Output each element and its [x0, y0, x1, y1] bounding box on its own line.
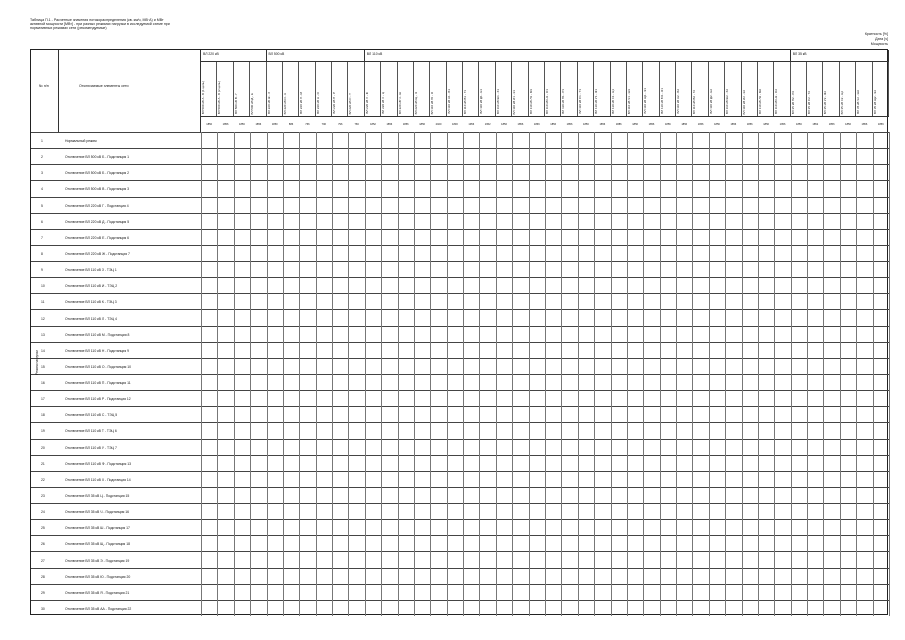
- table-row: [31, 455, 889, 471]
- column-header-label: ВЛ 110 кВ А2 - Б2: [676, 89, 681, 114]
- column-group: [201, 50, 267, 62]
- row-number: 14: [41, 348, 45, 353]
- row-name: Отключение ВЛ 35 кВ Ц - Подстанция 15: [65, 493, 130, 498]
- row-number: 18: [41, 413, 45, 418]
- column-code: 766: [305, 123, 310, 126]
- column-code: 1856: [239, 123, 245, 126]
- column-code: 1856: [501, 123, 507, 126]
- column-header: [807, 62, 823, 116]
- row-name: Отключение ВЛ 500 кВ Б - Подстанция 2: [65, 171, 130, 176]
- row-name: Отключение ВЛ 220 кВ Е - Подстанция 6: [65, 235, 130, 240]
- row-name: Отключение ВЛ 110 кВ Л - ТЭЦ 4: [65, 316, 117, 321]
- grid-line: [742, 132, 743, 616]
- column-header: [299, 62, 315, 116]
- grid-line: [365, 132, 366, 616]
- column-header-label: ВЛ 220 кВ Х - Ц: [381, 92, 386, 114]
- column-group-label: ВЛ 35 кВ: [792, 52, 807, 56]
- column-header-label: ВЛ 110 кВ Ж1 - З1: [495, 88, 500, 114]
- column-header: [578, 62, 594, 116]
- column-header: [774, 62, 790, 116]
- column-header: [643, 62, 659, 116]
- row-number: 15: [41, 364, 45, 369]
- table-row: [31, 213, 889, 229]
- column-code: 796: [321, 123, 326, 126]
- grid-line: [430, 132, 431, 616]
- column-header-label: ВЛ 110 кВ А1 - Б1: [446, 89, 451, 114]
- column-code: 1856: [386, 123, 393, 126]
- row-number: 9: [41, 268, 43, 273]
- column-header-label: ВЛ 220 кВ Ж - З: [266, 91, 271, 114]
- row-name: Отключение ВЛ 110 кВ Т - ТЭЦ 6: [65, 429, 117, 434]
- column-header-label: ВЛ 220 кВ Ч - Ш: [397, 91, 402, 114]
- grid-line: [611, 132, 612, 616]
- grid-line: [234, 132, 235, 616]
- column-header: [332, 62, 348, 116]
- row-name: Отключение ВЛ 110 кВ С - ТЭЦ 5: [65, 413, 118, 418]
- row-name: Отключение ВЛ 110 кВ И - ТЭЦ 2: [65, 284, 118, 289]
- row-number: 23: [41, 493, 45, 498]
- grid-line: [348, 132, 349, 616]
- column-group-row: [201, 50, 889, 62]
- row-number: 1: [41, 139, 43, 144]
- column-header: [234, 62, 250, 116]
- row-number: 24: [41, 510, 45, 515]
- column-header: [430, 62, 446, 116]
- row-number: 11: [41, 300, 45, 305]
- column-code: 1856: [566, 123, 573, 126]
- column-header-label: ВЛ 110 кВ С1 - Т1: [577, 89, 582, 114]
- column-header-label: ВЛ 220 кВ С - Т: [348, 92, 353, 114]
- column-header-label: ВЛ 110 кВ В1 - Г1: [463, 89, 468, 114]
- row-number: 29: [41, 590, 45, 595]
- grid-line: [381, 132, 382, 616]
- column-code: 1856: [714, 123, 720, 126]
- column-header-label: ВЛ 500 кВ А - Б (2 цепь): [217, 80, 222, 114]
- column-header: [365, 62, 381, 116]
- column-header-label: ВЛ 110 кВ Д1 - Е1: [479, 89, 484, 114]
- row-number: 20: [41, 445, 45, 450]
- column-code: 1856: [419, 123, 426, 126]
- column-header: [561, 62, 577, 116]
- grid-line: [529, 132, 530, 616]
- column-header: [529, 62, 545, 116]
- table-row: [31, 148, 889, 164]
- column-header: [856, 62, 872, 116]
- right-header-line: Дата [ч]: [875, 37, 888, 42]
- column-header: [201, 62, 217, 116]
- table-left-header: [31, 50, 201, 132]
- grid-line: [398, 132, 399, 616]
- grid-line: [545, 132, 546, 616]
- table-row: [31, 326, 889, 342]
- table-row: [31, 551, 889, 567]
- name-column-header: Отключаемые элементы сети: [79, 84, 129, 88]
- table-row: [31, 439, 889, 455]
- row-name: Отключение ВЛ 220 кВ Г - Подстанция 4: [65, 203, 129, 208]
- grid-line: [807, 132, 808, 616]
- column-code: 1856: [632, 123, 638, 126]
- column-code: 1956: [697, 123, 704, 126]
- row-name: Отключение ВЛ 110 кВ У - ТЭЦ 7: [65, 445, 117, 450]
- table-row: [31, 197, 889, 213]
- column-header-label: ВЛ 220 кВ П - Р: [332, 92, 337, 114]
- row-name: Отключение ВЛ 110 кВ П - Подстанция 11: [65, 381, 131, 386]
- column-header-label: ВЛ 110 кВ Л2 - М2: [757, 88, 762, 114]
- column-header-label: ВЛ 35 кВ Щ2 - Э2: [872, 89, 877, 114]
- column-code: 1852: [370, 123, 376, 126]
- table-row: [31, 487, 889, 503]
- grid-line: [709, 132, 710, 616]
- column-code: 1856: [550, 123, 557, 126]
- row-name: Отключение ВЛ 110 кВ О - Подстанция 10: [65, 364, 132, 369]
- column-header: [496, 62, 512, 116]
- column-header: [660, 62, 676, 116]
- table-row: [31, 358, 889, 374]
- column-header-label: ВЛ 110 кВ И1 - К1: [512, 89, 517, 114]
- column-header: [725, 62, 741, 116]
- row-name: Отключение ВЛ 110 кВ Х - Подстанция 14: [65, 477, 131, 482]
- column-header-label: ВЛ 110 кВ Л1 - М1: [528, 88, 533, 114]
- table-row: [31, 584, 889, 600]
- column-header-label: ВЛ 110 кВ Ч1 - Ш1: [626, 88, 631, 114]
- column-group: [267, 50, 365, 62]
- grid-line: [250, 132, 251, 616]
- column-header: [545, 62, 561, 116]
- grid-line: [561, 132, 562, 616]
- column-header: [250, 62, 266, 116]
- column-code-row: [201, 116, 889, 133]
- table-row: [31, 180, 889, 196]
- table-row: [31, 342, 889, 358]
- row-number: 13: [41, 332, 45, 337]
- column-code: 1856: [763, 123, 770, 126]
- grid-line: [758, 132, 759, 616]
- row-name: Отключение ВЛ 35 кВ Я - Подстанция 21: [65, 590, 130, 595]
- grid-line: [267, 132, 268, 616]
- column-header-label: ВЛ 110 кВ В2 - Г2: [692, 89, 697, 114]
- table-row: [31, 422, 889, 438]
- grid-line: [283, 132, 284, 616]
- column-header-label: ВЛ 500 кВ А - Б (1 цепь): [201, 80, 205, 114]
- row-number: 19: [41, 429, 45, 434]
- column-header: [348, 62, 364, 116]
- right-header-line: Кратность [%]: [864, 32, 888, 36]
- table-row: [31, 519, 889, 535]
- row-number: 6: [41, 219, 43, 224]
- right-header: [200, 32, 888, 48]
- column-group: [791, 50, 889, 62]
- column-code: 1856: [746, 123, 753, 126]
- grid-line: [316, 132, 317, 616]
- row-name: Отключение ВЛ 110 кВ К - ТЭЦ 3: [65, 300, 117, 305]
- column-header: [414, 62, 430, 116]
- grid-line: [512, 132, 513, 616]
- row-number: 16: [41, 381, 45, 386]
- row-number: 25: [41, 526, 45, 531]
- column-code: 1856: [730, 123, 737, 126]
- column-header: [316, 62, 332, 116]
- column-code: 1956: [468, 123, 475, 126]
- column-header: [758, 62, 774, 116]
- grid-line: [594, 132, 595, 616]
- row-number: 22: [41, 477, 45, 482]
- row-name: Отключение ВЛ 110 кВ Р - Подстанция 12: [65, 397, 131, 402]
- column-header-label: ВЛ 500 кВ В - Г: [233, 92, 238, 114]
- column-header: [463, 62, 479, 116]
- grid-line: [299, 132, 300, 616]
- column-header-label: ВЛ 220 кВ Л - М: [299, 92, 304, 114]
- column-code: 1856: [828, 123, 835, 126]
- column-code: 1856: [796, 123, 802, 126]
- row-number: 7: [41, 235, 43, 240]
- column-header: [512, 62, 528, 116]
- column-code: 1856: [517, 123, 524, 126]
- row-name: Отключение ВЛ 500 кВ Б - Подстанция 1: [65, 155, 130, 160]
- grid-line: [823, 132, 824, 616]
- column-header-label: ВЛ 110 кВ Ю1 - Я1: [659, 88, 664, 114]
- table-row: [31, 277, 889, 293]
- grid-line: [791, 132, 792, 616]
- row-number: 12: [41, 316, 45, 321]
- column-header: [873, 62, 889, 116]
- row-name: Отключение ВЛ 35 кВ Щ - Подстанция 18: [65, 542, 130, 547]
- column-group-label: ВЛ 500 кВ: [268, 52, 285, 56]
- row-number: 28: [41, 574, 45, 579]
- column-header-label: ВЛ 110 кВ У1 - Ф1: [594, 89, 599, 114]
- row-number: 5: [41, 203, 43, 208]
- row-number: 2: [41, 155, 43, 160]
- column-code: 1850: [206, 123, 213, 126]
- column-header-label: ВЛ 35 кВ П2 - Р2: [790, 90, 795, 114]
- column-header-label: ВЛ 110 кВ Х1 - Ц1: [610, 89, 615, 114]
- column-header: [479, 62, 495, 116]
- column-header: [823, 62, 839, 116]
- grid-line: [660, 132, 661, 616]
- column-group-label: ВЛ 110 кВ: [366, 52, 383, 56]
- grid-line: [496, 132, 497, 616]
- column-code: 886: [288, 123, 294, 126]
- grid-line: [201, 132, 202, 616]
- column-header-label: ВЛ 110 кВ И2 - К2: [741, 89, 746, 114]
- column-header: [611, 62, 627, 116]
- row-name: Отключение ВЛ 35 кВ Ю - Подстанция 20: [65, 574, 131, 579]
- table-row: [31, 600, 889, 616]
- column-code: 1856: [222, 123, 229, 126]
- column-code: 1856: [583, 123, 589, 126]
- grid-line: [627, 132, 628, 616]
- grid-line: [774, 132, 775, 616]
- row-name: Отключение ВЛ 110 кВ З - ТЭЦ 1: [65, 268, 117, 273]
- table-row: [31, 293, 889, 309]
- row-name: Отключение ВЛ 110 кВ Ф - Подстанция 13: [65, 461, 132, 466]
- column-code: 796: [338, 123, 343, 126]
- column-header: [447, 62, 463, 116]
- column-header-label: ВЛ 110 кВ Щ1 - Э1: [643, 88, 648, 114]
- grid-line: [840, 132, 841, 616]
- column-header-label: ВЛ 220 кВ И - К: [282, 92, 287, 114]
- column-header: [594, 62, 610, 116]
- row-name: Отключение ВЛ 220 кВ Д - Подстанция 5: [65, 219, 130, 224]
- column-header: [267, 62, 283, 116]
- table-row: [31, 229, 889, 245]
- column-header-label: ВЛ 35 кВ С2 - Т2: [807, 90, 812, 114]
- table-row: [31, 406, 889, 422]
- row-number: 21: [41, 461, 45, 466]
- grid-line: [676, 132, 677, 616]
- column-header-label: ВЛ 110 кВ Д2 - Е2: [708, 89, 713, 114]
- column-header-label: ВЛ 35 кВ Ч2 - Ш2: [856, 90, 861, 114]
- row-name: Отключение ВЛ 35 кВ Ч - Подстанция 16: [65, 510, 130, 515]
- grid-line: [447, 132, 448, 616]
- row-number: 8: [41, 251, 43, 256]
- column-header-label: ВЛ 500 кВ Д - Е: [250, 92, 255, 114]
- table-row: [31, 245, 889, 261]
- column-header: [381, 62, 397, 116]
- column-code: 1830: [452, 123, 458, 126]
- title-line: Таблица П.1 - Расчетные значения потокораспределения (кв. км/ч, МВ·А) и МВт: [30, 18, 164, 22]
- column-code: 766: [354, 123, 359, 126]
- column-code: 1952: [484, 123, 491, 126]
- column-header: [217, 62, 233, 116]
- row-name: Отключение ВЛ 35 кВ Ш - Подстанция 17: [65, 526, 130, 531]
- row-name: Отключение ВЛ 110 кВ М - Подстанция 8: [65, 332, 130, 337]
- grid-line: [692, 132, 693, 616]
- row-name: Нормальный режим: [65, 139, 97, 144]
- title-line: активной мощности [МВт] - при разных режимах нагрузки в исследуемой схеме при: [30, 22, 170, 27]
- column-code: 1856: [402, 123, 409, 126]
- column-header-label: ВЛ 220 кВ У - Ф: [364, 92, 369, 114]
- row-number: 3: [41, 171, 43, 176]
- row-number: 27: [41, 558, 45, 563]
- column-code: 1850: [271, 123, 278, 126]
- column-group-label: ВЛ 220 кВ: [203, 52, 219, 56]
- column-header-label: ВЛ 220 кВ Щ - Э: [413, 91, 418, 114]
- column-code: 2020: [435, 123, 442, 126]
- column-code: 1856: [255, 123, 262, 126]
- number-column-header: № п/п: [31, 50, 59, 132]
- grid-line: [643, 132, 644, 616]
- column-code: 1886: [615, 123, 622, 126]
- grid-line: [725, 132, 726, 616]
- column-header: [840, 62, 856, 116]
- grid-line: [856, 132, 857, 616]
- column-header: [791, 62, 807, 116]
- column-code: 1956: [779, 123, 786, 126]
- column-code: 1856: [648, 123, 655, 126]
- row-name: Отключение ВЛ 35 кВ АА - Подстанция 22: [65, 606, 132, 611]
- grid-line: [873, 132, 874, 616]
- right-header-line: Мощность: [870, 42, 888, 47]
- data-table: [30, 49, 888, 615]
- grid-line: [889, 132, 890, 616]
- grid-line: [479, 132, 480, 616]
- row-number: 10: [41, 284, 45, 289]
- table-row: [31, 568, 889, 584]
- column-group: [365, 50, 791, 62]
- column-header: [398, 62, 414, 116]
- table-row: [31, 164, 889, 180]
- table-row: [31, 535, 889, 551]
- row-number: 4: [41, 187, 43, 192]
- grid-line: [332, 132, 333, 616]
- column-header: [709, 62, 725, 116]
- column-code: 1866: [533, 123, 540, 126]
- row-number: 26: [41, 542, 45, 547]
- column-code: 1856: [845, 123, 851, 126]
- column-header: [627, 62, 643, 116]
- column-header-label: ВЛ 35 кВ Х2 - Ц2: [839, 90, 844, 114]
- column-header-label: ВЛ 220 кВ Н - О: [315, 92, 320, 114]
- table-row: [31, 261, 889, 277]
- column-header: [676, 62, 692, 116]
- column-header-label: ВЛ 110 кВ Ж2 - З2: [725, 88, 730, 114]
- grid-line: [578, 132, 579, 616]
- title-line: нормативных режимах сети (рекомендуемые): [30, 26, 107, 31]
- column-code: 1856: [877, 123, 884, 126]
- table-row: [31, 390, 889, 406]
- column-header-label: ВЛ 35 кВ У2 - Ф2: [823, 90, 828, 114]
- row-number: 30: [41, 606, 45, 611]
- row-name: Отключение ВЛ 220 кВ Ж - Подстанция 7: [65, 251, 130, 256]
- side-label: Режим нагрузки: [35, 350, 39, 375]
- row-number: 17: [41, 397, 45, 402]
- table-row: [31, 132, 889, 148]
- table-row: [31, 309, 889, 325]
- column-header-label: ВЛ 110 кВ Ю - Я: [430, 91, 435, 114]
- column-header: [283, 62, 299, 116]
- grid-line: [414, 132, 415, 616]
- column-header: [692, 62, 708, 116]
- table-row: [31, 471, 889, 487]
- column-header: [742, 62, 758, 116]
- column-code: 1856: [681, 123, 688, 126]
- column-code: 1856: [599, 123, 606, 126]
- column-code: 1856: [861, 123, 868, 126]
- row-name: Отключение ВЛ 35 кВ Э - Подстанция 19: [65, 558, 130, 563]
- column-header-label: ВЛ 110 кВ Н1 - О1: [545, 88, 549, 114]
- column-header-label: ВЛ 110 кВ П1 - Р1: [561, 89, 566, 114]
- row-name: Отключение ВЛ 110 кВ Н - Подстанция 9: [65, 348, 129, 353]
- column-code: 1852: [812, 123, 819, 126]
- table-row: [31, 374, 889, 390]
- column-header-label: ВЛ 110 кВ Н2 - О2: [774, 88, 779, 114]
- grid-line: [217, 132, 218, 616]
- grid-line: [463, 132, 464, 616]
- table-row: [31, 503, 889, 519]
- column-code: 1856: [664, 123, 671, 126]
- row-name: Отключение ВЛ 500 кВ В - Подстанция 3: [65, 187, 130, 192]
- document-title: [30, 18, 330, 31]
